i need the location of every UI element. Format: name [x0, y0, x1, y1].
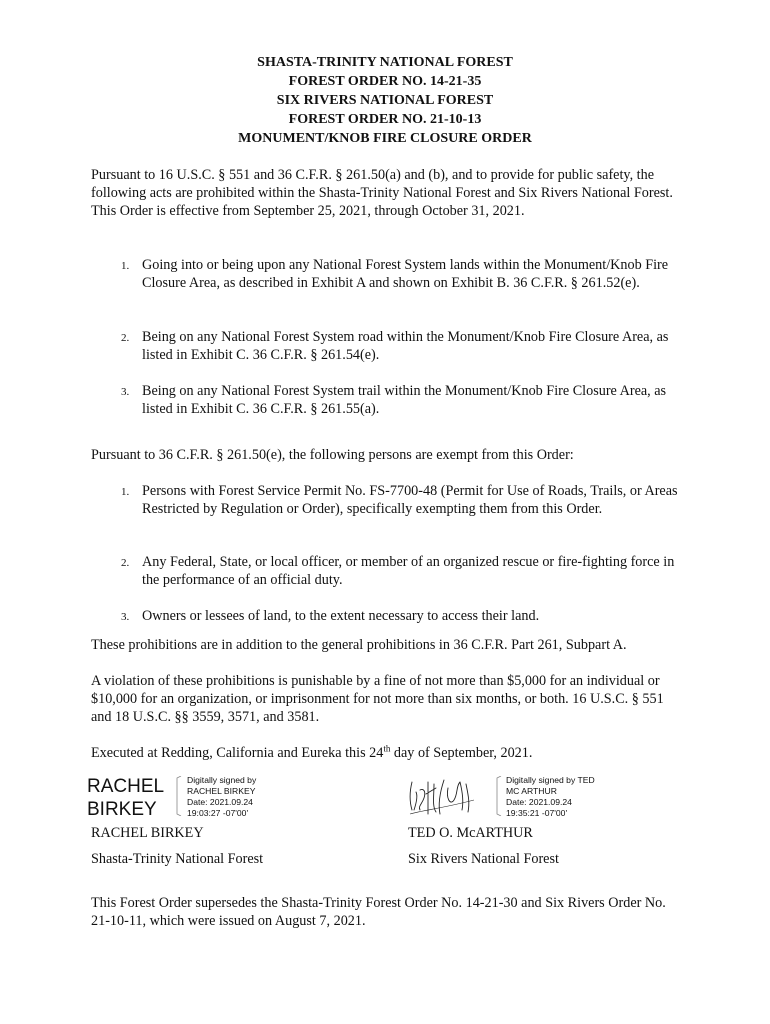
item-text: Being on any National Forest System trail within the Monument/Knob Fire Closure Area, as listed in Exhibit C. 36 C.F.R. § 261.55(a).	[142, 383, 667, 417]
item-number: 2.	[121, 557, 130, 569]
item-number: 1.	[121, 486, 130, 498]
item-number: 2.	[121, 332, 130, 344]
digital-signature-details-left: Digitally signed by RACHEL BIRKEY Date: 2021.09.24 19:03:27 -07'00'	[187, 775, 257, 818]
order-header	[0, 53, 770, 148]
digital-signature-details-right: Digitally signed by TED MC ARTHUR Date: 2021.09.24 19:35:21 -07'00'	[506, 775, 595, 818]
penalty-paragraph: A violation of these prohibitions is punishable by a fine of not more than $5,000 for an individual or $10,000 for an organization, or imprisonment for not more than six months, or both. 16 U.S.C. § 551 and 18 U.S.C. §§ 3559, 3571, and 3581.	[91, 673, 664, 725]
header-order-title: MONUMENT/KNOB FIRE CLOSURE ORDER	[238, 131, 532, 146]
supersedes-paragraph: This Forest Order supersedes the Shasta-Trinity Forest Order No. 14-21-30 and Six Rivers Order No. 21-10-11, which were issued on August 7, 2021.	[91, 895, 666, 929]
signer-name-right: TED O. McARTHUR	[408, 825, 533, 841]
exempt-intro: Pursuant to 36 C.F.R. § 261.50(e), the following persons are exempt from this Order:	[91, 447, 574, 463]
signer-name-left: RACHEL BIRKEY	[91, 825, 204, 841]
execution-statement	[91, 744, 686, 762]
item-number: 1.	[121, 260, 130, 272]
item-text: Any Federal, State, or local officer, or member of an organized rescue or fire-fighting force in the performance of an official duty.	[142, 554, 675, 588]
intro-paragraph: Pursuant to 16 U.S.C. § 551 and 36 C.F.R. § 261.50(a) and (b), and to provide for public safety, the following acts are prohibited within the Shasta-Trinity National Forest and Six Rivers National Forest. This Order is effective from September 25, 2021, through October 31, 2021.	[91, 167, 673, 219]
additional-prohibitions-note: These prohibitions are in addition to the general prohibitions in 36 C.F.R. Part 261, Subpart A.	[91, 637, 627, 653]
ordinal-suffix: th	[383, 743, 391, 754]
handwritten-signature-ted-mcarthur	[404, 770, 494, 820]
digital-signature-bracket	[176, 776, 182, 816]
header-forest-1: SHASTA-TRINITY NATIONAL FOREST	[257, 55, 513, 70]
header-order-2: FOREST ORDER NO. 21-10-13	[288, 112, 482, 127]
signer-unit-left: Shasta-Trinity National Forest	[91, 851, 264, 867]
item-text: Owners or lessees of land, to the extent necessary to access their land.	[142, 608, 540, 624]
execution-text: Executed at Redding, California and Eureka this 24	[91, 745, 384, 761]
item-text: Going into or being upon any National Forest System lands within the Monument/Knob Fire Closure Area, as described in Exhibit A and shown on Exhibit B. 36 C.F.R. § 261.52(e).	[142, 257, 669, 291]
header-order-1: FOREST ORDER NO. 14-21-35	[288, 74, 482, 89]
signature-image-rachel-birkey: RACHEL BIRKEY	[87, 776, 165, 820]
signer-unit-right: Six Rivers National Forest	[408, 851, 559, 867]
item-number: 3.	[121, 611, 130, 623]
execution-text-end: day of September, 2021.	[390, 745, 533, 761]
item-text: Persons with Forest Service Permit No. FS-7700-48 (Permit for Use of Roads, Trails, or Areas Restricted by Regulation or Order), specifically exempting them from this Order.	[142, 483, 678, 517]
digital-signature-bracket	[496, 776, 502, 816]
item-text: Being on any National Forest System road within the Monument/Knob Fire Closure Area, as listed in Exhibit C. 36 C.F.R. § 261.54(e).	[142, 329, 669, 363]
header-forest-2: SIX RIVERS NATIONAL FOREST	[276, 93, 494, 108]
item-number: 3.	[121, 386, 130, 398]
